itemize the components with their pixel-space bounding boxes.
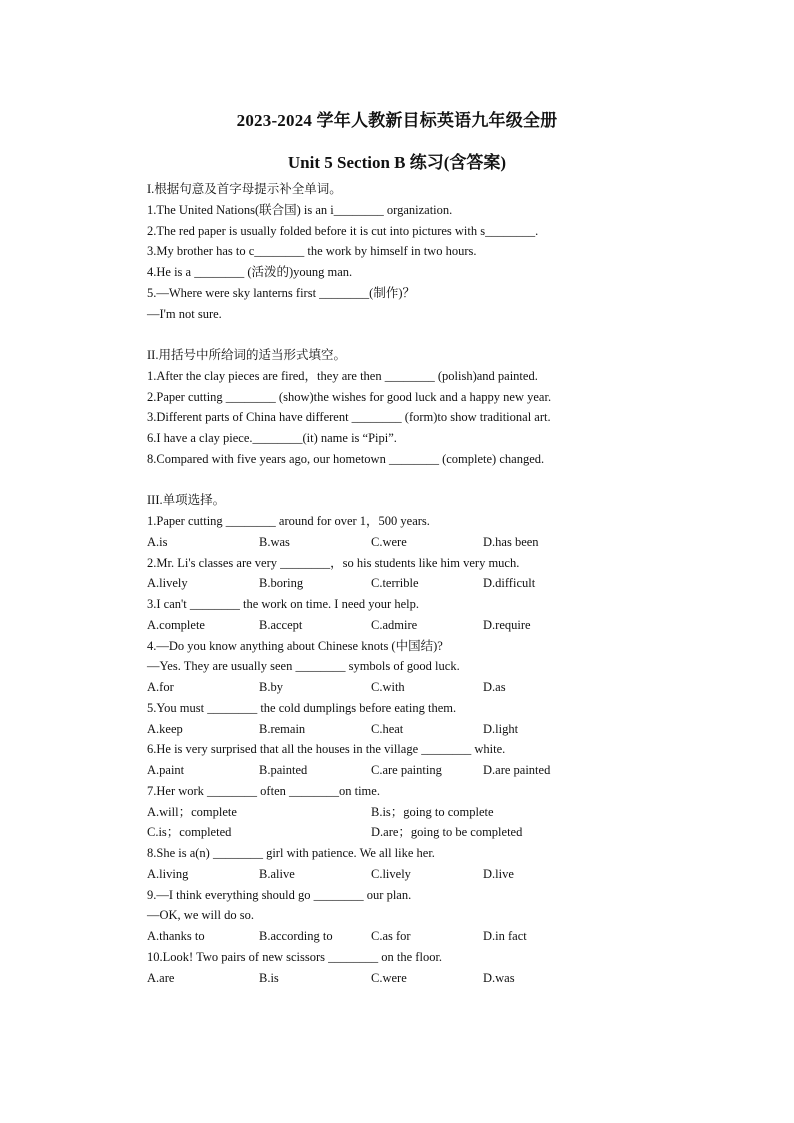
options-row [147, 677, 627, 698]
question-line: 1.The United Nations(联合国) is an i________ organization. [147, 202, 453, 217]
answer-option: A.are [147, 970, 175, 985]
options-row [147, 573, 627, 594]
question-line: 8.She is a(n) ________ girl with patience. We all like her. [147, 846, 435, 860]
question-line: 4.He is a ________ (活泼的)young man. [147, 265, 353, 279]
answer-option: A.for [147, 680, 174, 694]
answer-option: D.has been [483, 534, 539, 549]
question-line: 5.—Where were sky lanterns first ________(制作)？ [147, 285, 415, 300]
question-line: 6.He is very surprised that all the houses in the village ________ white. [147, 742, 506, 757]
answer-option: A.thanks to [147, 929, 205, 943]
options-row [147, 968, 627, 989]
answer-option: C.heat [371, 721, 404, 736]
section-heading: III.单项选择。 [147, 493, 226, 508]
options-row [147, 822, 627, 843]
exercise-content [147, 179, 627, 988]
answer-option: D.are painted [483, 763, 551, 777]
section-heading: II.用括号中所给词的适当形式填空。 [147, 348, 346, 362]
options-row [147, 864, 627, 885]
answer-option: B.by [259, 680, 283, 694]
answer-option: D.in fact [483, 929, 527, 943]
question-line: 7.Her work ________ often ________on time. [147, 783, 380, 798]
page-subtitle: Unit 5 Section B 练习(含答案) [287, 153, 507, 172]
question-line: —I'm not sure. [147, 306, 222, 321]
answer-option: B.is [259, 970, 279, 985]
answer-option: C.with [371, 680, 405, 694]
options-row [147, 719, 627, 740]
answer-option: D.are；going to be completed [371, 825, 523, 840]
question-line: —Yes. They are usually seen ________ symbols of good luck. [147, 659, 460, 674]
answer-option: C.lively [371, 866, 411, 881]
question-line: 9.—I think everything should go ________ our plan. [147, 887, 412, 902]
options-row [147, 802, 627, 823]
question-line: 2.Paper cutting ________ (show)the wishes for good luck and a happy new year. [147, 389, 552, 404]
answer-option: C.is；completed [147, 825, 232, 840]
answer-option: B.according to [259, 929, 333, 943]
answer-option: B.was [259, 534, 290, 549]
question-line: 3.I can't ________ the work on time. I need your help. [147, 597, 419, 611]
options-row [147, 760, 627, 781]
answer-option: D.light [483, 721, 519, 736]
answer-option: D.was [483, 970, 515, 985]
answer-option: A.living [147, 866, 189, 881]
question-line: 3.My brother has to c________ the work by himself in two hours. [147, 244, 477, 259]
answer-option: B.is；going to complete [371, 804, 494, 819]
options-row [147, 615, 627, 636]
answer-option: C.were [371, 534, 407, 549]
answer-option: B.boring [259, 576, 304, 591]
question-line: 4.—Do you know anything about Chinese knots (中国结)? [147, 638, 443, 653]
question-line: —OK, we will do so. [147, 908, 254, 923]
page-title: 2023-2024 学年人教新目标英语九年级全册 [236, 111, 558, 130]
answer-option: C.admire [371, 617, 418, 632]
section-spacer [147, 470, 627, 491]
answer-option: A.is [147, 534, 168, 549]
answer-option: C.were [371, 970, 407, 985]
section-heading: I.根据句意及首字母提示补全单词。 [147, 182, 342, 196]
question-line: 1.After the clay pieces are fired，they are then ________ (polish)and painted. [147, 368, 538, 383]
options-row [147, 532, 627, 553]
answer-option: A.keep [147, 721, 183, 736]
question-line: 1.Paper cutting ________ around for over 1，500 years. [147, 514, 430, 528]
answer-option: A.complete [147, 617, 205, 632]
question-line: 5.You must ________ the cold dumplings before eating them. [147, 700, 457, 715]
answer-option: D.require [483, 617, 531, 632]
answer-option: B.remain [259, 721, 306, 736]
answer-option: B.alive [259, 866, 295, 881]
answer-option: D.difficult [483, 576, 536, 591]
answer-option: A.lively [147, 576, 188, 591]
options-row [147, 926, 627, 947]
answer-option: C.are painting [371, 763, 442, 777]
question-line: 6.I have a clay piece.________(it) name is “Pipi”. [147, 431, 397, 445]
answer-option: C.terrible [371, 576, 419, 591]
question-line: 3.Different parts of China have different ________ (form)to show traditional art. [147, 410, 551, 425]
question-line: 10.Look! Two pairs of new scissors ________ on the floor. [147, 949, 443, 964]
answer-option: D.live [483, 866, 514, 881]
section-spacer [147, 324, 627, 345]
answer-option: A.paint [147, 763, 185, 777]
answer-option: B.accept [259, 617, 303, 632]
answer-option: D.as [483, 680, 506, 694]
question-line: 2.The red paper is usually folded before it is cut into pictures with s________. [147, 223, 539, 238]
question-line: 2.Mr. Li's classes are very ________，so his students like him very much. [147, 555, 520, 570]
answer-option: B.painted [259, 763, 308, 777]
answer-option: C.as for [371, 929, 411, 943]
answer-option: A.will；complete [147, 804, 237, 819]
question-line: 8.Compared with five years ago, our hometown ________ (complete) changed. [147, 451, 545, 466]
